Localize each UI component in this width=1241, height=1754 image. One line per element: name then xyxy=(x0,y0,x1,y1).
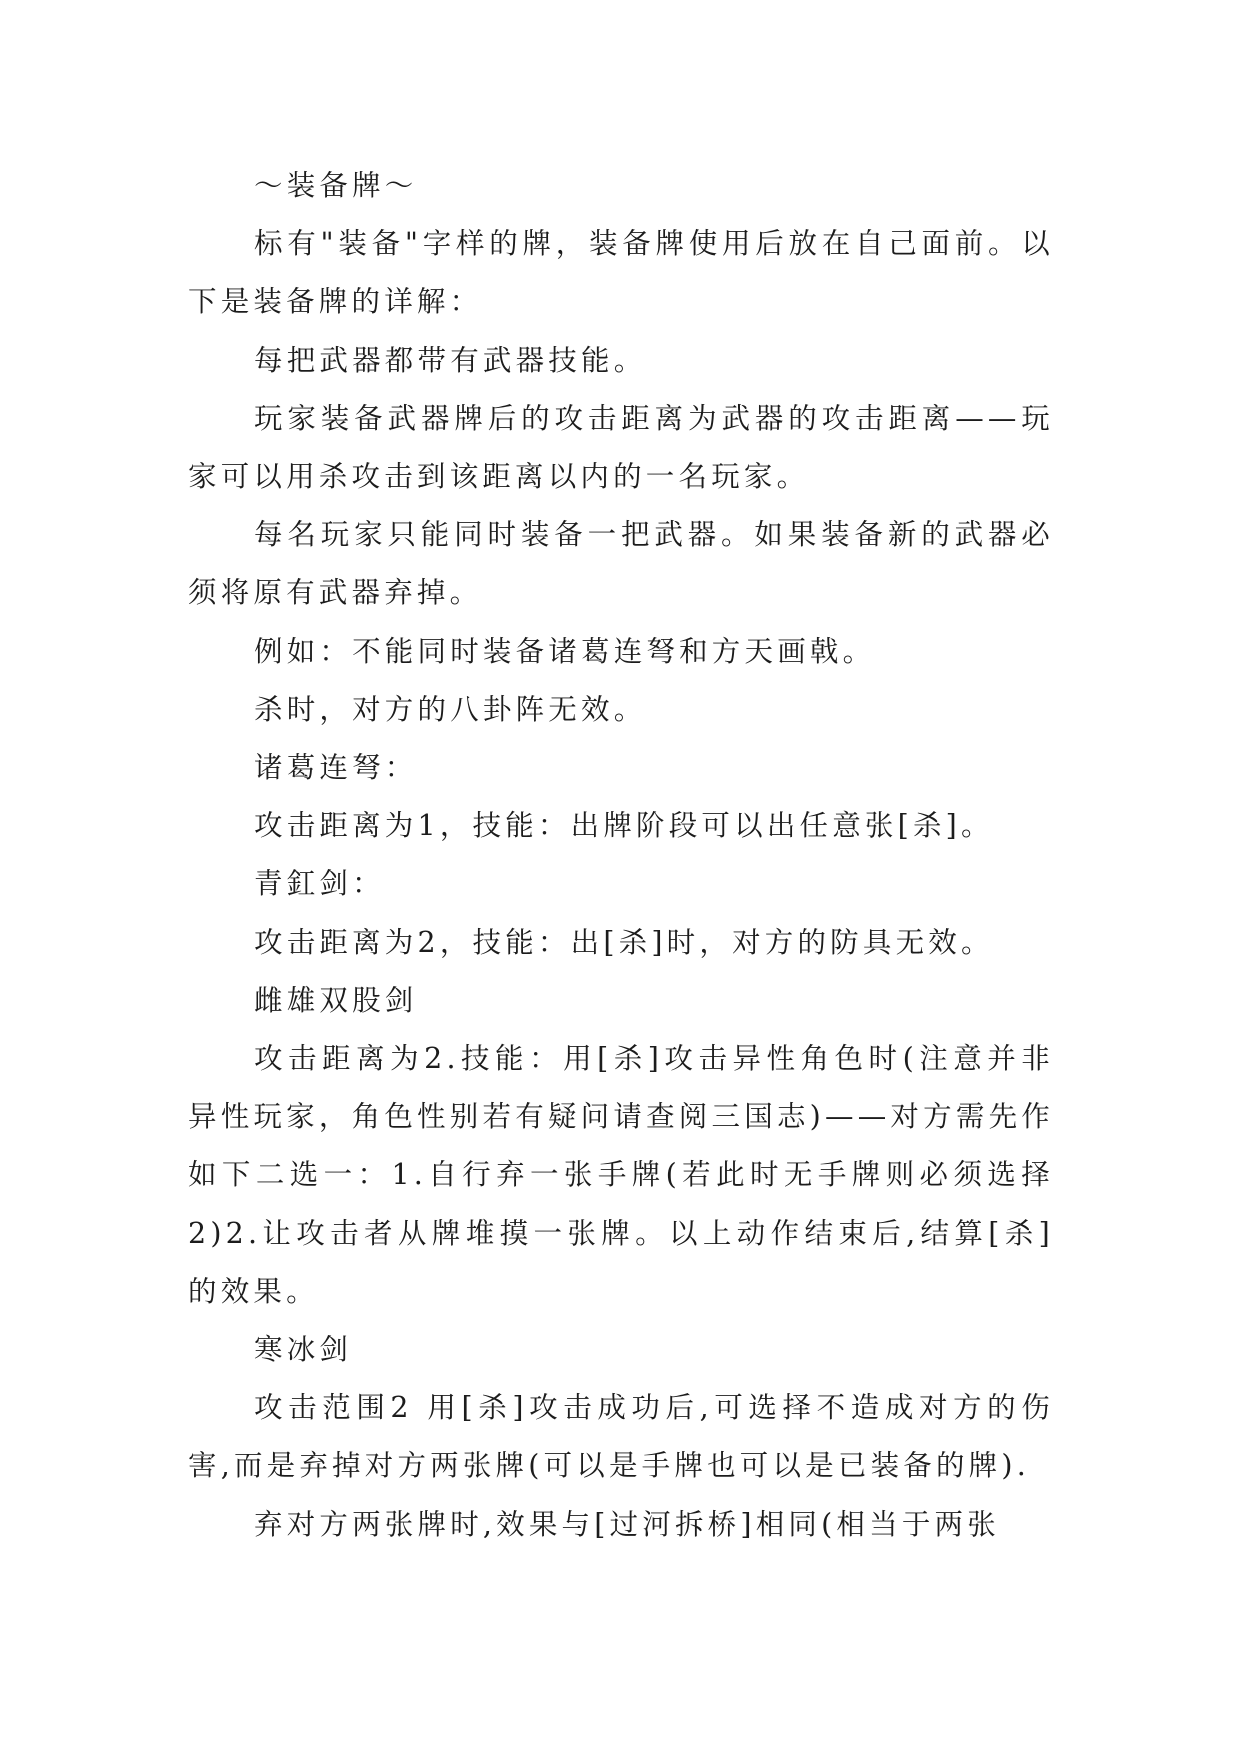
paragraph: 每把武器都带有武器技能。 xyxy=(254,343,647,377)
paragraph: 每名玩家只能同时装备一把武器。如果装备新的武器必须将原有武器弃掉。 xyxy=(188,518,1054,610)
document-body xyxy=(188,157,1054,1554)
paragraph: 标有"装备"字样的牌，装备牌使用后放在自己面前。以下是装备牌的详解： xyxy=(188,227,1054,319)
paragraph: 例如：不能同时装备诸葛连弩和方天画戟。 xyxy=(254,634,876,668)
weapon-description: 攻击距离为2，技能：出[杀]时，对方的防具无效。 xyxy=(254,925,994,959)
weapon-description: 攻击距离为1，技能：出牌阶段可以出任意张[杀]。 xyxy=(254,809,994,843)
section-heading: ～装备牌～ xyxy=(254,169,418,202)
paragraph: 玩家装备武器牌后的攻击距离为武器的攻击距离——玩家可以用杀攻击到该距离以内的一名玩家。 xyxy=(188,401,1054,494)
weapon-name: 雌雄双股剑 xyxy=(254,983,418,1017)
paragraph: 弃对方两张牌时,效果与[过河拆桥]相同(相当于两张 xyxy=(254,1507,1000,1541)
paragraph: 杀时，对方的八卦阵无效。 xyxy=(254,692,647,726)
weapon-name: 寒冰剑 xyxy=(254,1333,353,1367)
weapon-name: 青釭剑： xyxy=(254,867,385,901)
weapon-description: 攻击距离为2.技能：用[杀]攻击异性角色时(注意并非异性玩家，角色性别若有疑问请查阅三国志)——对方需先作如下二选一：1.自行弃一张手牌(若此时无手牌则必须选择2)2.让攻击者从牌堆摸一张牌。以上动作结束后,结算[杀]的效果。 xyxy=(188,1042,1054,1308)
weapon-name: 诸葛连弩： xyxy=(254,751,418,785)
weapon-description: 攻击范围2 用[杀]攻击成功后,可选择不造成对方的伤害,而是弃掉对方两张牌(可以是手牌也可以是已装备的牌). xyxy=(188,1391,1054,1483)
